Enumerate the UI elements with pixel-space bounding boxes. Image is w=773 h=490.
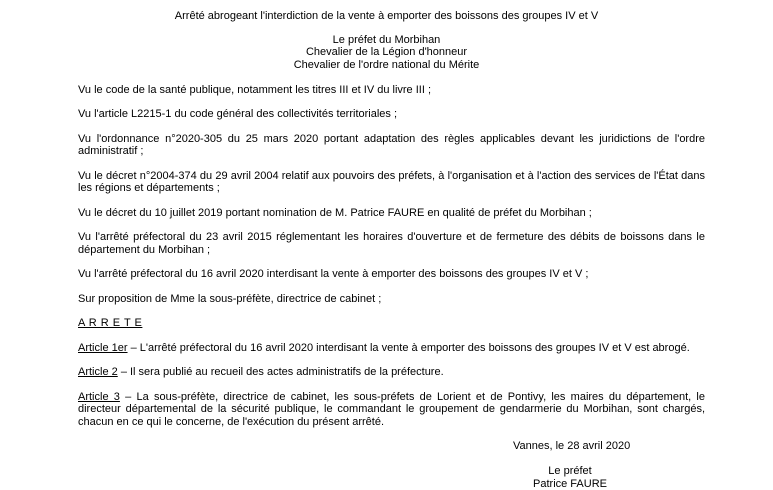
article-paragraph	[78, 391, 705, 429]
signatory-name: Patrice FAURE	[470, 478, 670, 490]
recital-paragraph: Vu l'arrêté préfectoral du 23 avril 2015 réglementant les horaires d'ouverture et de fermeture des débits de boissons dans le département du Morbihan ;	[78, 231, 705, 256]
recital-paragraph: Vu l'arrêté préfectoral du 16 avril 2020 interdisant la vente à emporter des boissons des groupes IV et V ;	[78, 268, 705, 281]
article-paragraph	[78, 366, 705, 379]
recital-paragraph: Vu l'ordonnance n°2020-305 du 25 mars 2020 portant adaptation des règles applicables devant les juridictions de l'ordre administratif ;	[78, 133, 705, 158]
article-paragraph	[78, 342, 705, 355]
recital-paragraph: Vu le code de la santé publique, notamment les titres III et IV du livre III ;	[78, 84, 705, 97]
article-text: – La sous-préfète, directrice de cabinet, les sous-préfets de Lorient et de Pontivy, les maires du département, le directeur départemental de la sécurité publique, le commandant le groupement de gendarmerie du Morbihan, sont chargés, chacun en ce qui le concerne, de l'exécution du présent arrêté.	[78, 391, 705, 428]
decree-heading-text: A R R E T E	[78, 317, 142, 329]
recital-paragraph: Vu le décret n°2004-374 du 29 avril 2004 relatif aux pouvoirs des préfets, à l'organisation et à l'action des services de l'État dans les régions et départements ;	[78, 170, 705, 195]
recital-paragraph: Vu l'article L2215-1 du code général des collectivités territoriales ;	[78, 108, 705, 121]
decree-heading	[78, 317, 705, 330]
authority-line-legion: Chevalier de la Légion d'honneur	[0, 46, 773, 59]
signature-place-date: Vannes, le 28 avril 2020	[513, 440, 705, 453]
authority-block	[0, 34, 773, 72]
document-title: Arrêté abrogeant l'interdiction de la vente à emporter des boissons des groupes IV et V	[60, 10, 713, 23]
signatory-title: Le préfet	[470, 465, 670, 478]
signature-block	[470, 465, 670, 490]
article-text: – Il sera publié au recueil des actes administratifs de la préfecture.	[121, 366, 444, 378]
recital-paragraph: Sur proposition de Mme la sous-préfète, directrice de cabinet ;	[78, 293, 705, 306]
document-body	[78, 84, 705, 490]
recital-paragraph: Vu le décret du 10 juillet 2019 portant nomination de M. Patrice FAURE en qualité de préfet du Morbihan ;	[78, 207, 705, 220]
article-text: – L'arrêté préfectoral du 16 avril 2020 interdisant la vente à emporter des boissons des groupes IV et V est abrogé.	[131, 342, 690, 354]
article-label: Article 1er	[78, 342, 128, 354]
authority-line-prefet: Le préfet du Morbihan	[0, 34, 773, 47]
article-label: Article 2	[78, 366, 118, 378]
authority-line-merite: Chevalier de l'ordre national du Mérite	[0, 59, 773, 72]
article-label: Article 3	[78, 391, 120, 403]
